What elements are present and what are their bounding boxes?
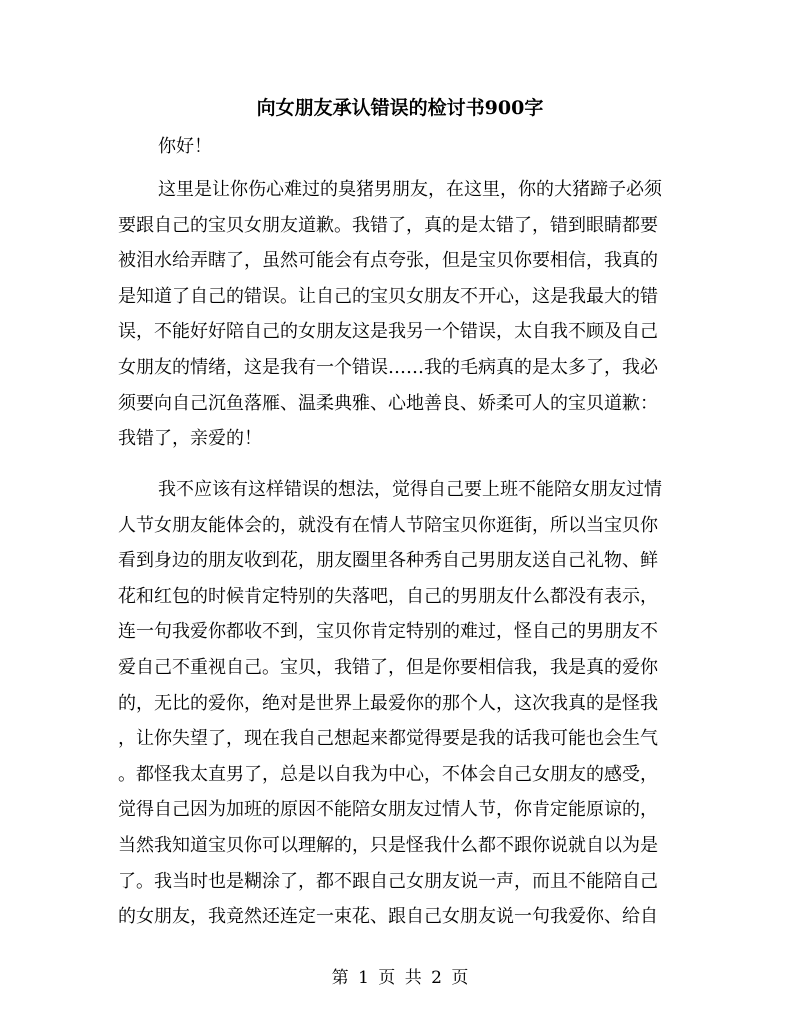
paragraph-line: 我不应该有这样错误的想法，觉得自己要上班不能陪女朋友过情 — [158, 479, 662, 500]
salutation: 你好！ — [158, 136, 212, 157]
page-label-mid: 页 — [378, 968, 396, 988]
paragraph-line: 要跟自己的宝贝女朋友道歉。我错了，真的是太错了，错到眼睛都要 — [118, 214, 658, 236]
document-title: 向女朋友承认错误的检讨书900字 — [256, 97, 544, 119]
paragraph-line: 这里是让你伤心难过的臭猪男朋友，在这里，你的大猪蹄子必须 — [158, 179, 662, 200]
page-label-suffix: 页 — [451, 968, 469, 988]
current-page-number: 1 — [358, 968, 369, 988]
paragraph-line: 看到身边的朋友收到花，朋友圈里各种秀自己男朋友送自己礼物、鲜 — [118, 550, 658, 572]
page-footer — [0, 966, 800, 990]
paragraph-1 — [118, 172, 678, 457]
paragraph-line: 连一句我爱你都收不到，宝贝你肯定特别的难过，怪自己的男朋友不 — [118, 621, 658, 643]
paragraph-line: 人节女朋友能体会的，就没有在情人节陪宝贝你逛街，所以当宝贝你 — [118, 514, 658, 536]
paragraph-line: 花和红包的时候肯定特别的失落吧，自己的男朋友什么都没有表示， — [118, 585, 658, 607]
paragraph-line: 须要向自己沉鱼落雁、温柔典雅、心地善良、娇柔可人的宝贝道歉： — [118, 392, 658, 414]
page-label-prefix: 第 — [331, 968, 349, 988]
paragraph-line: 。都怪我太直男了，总是以自我为中心，不体会自己女朋友的感受， — [118, 763, 658, 785]
page-label-total-prefix: 共 — [404, 968, 422, 988]
paragraph-line: 我错了，亲爱的！ — [118, 428, 262, 450]
paragraph-line: 被泪水给弄瞎了，虽然可能会有点夸张，但是宝贝你要相信，我真的 — [118, 250, 658, 272]
paragraph-line: ，让你失望了，现在我自己想起来都觉得要是我的话我可能也会生气 — [118, 728, 658, 750]
paragraph-line: 的女朋友，我竟然还连定一束花、跟自己女朋友说一句我爱你、给自 — [118, 906, 658, 928]
paragraph-line: 误，不能好好陪自己的女朋友这是我另一个错误，太自我不顾及自己 — [118, 321, 658, 343]
paragraph-line: 女朋友的情绪，这是我有一个错误……我的毛病真的是太多了，我必 — [118, 356, 658, 378]
total-pages-number: 2 — [431, 968, 442, 988]
paragraph-line: 的，无比的爱你，绝对是世界上最爱你的那个人，这次我真的是怪我 — [118, 692, 658, 714]
paragraph-line: 了。我当时也是糊涂了，都不跟自己女朋友说一声，而且不能陪自己 — [118, 870, 658, 892]
paragraph-line: 爱自己不重视自己。宝贝，我错了，但是你要相信我，我是真的爱你 — [118, 656, 658, 678]
paragraph-line: 觉得自己因为加班的原因不能陪女朋友过情人节，你肯定能原谅的， — [118, 799, 658, 821]
paragraph-2 — [118, 472, 678, 935]
paragraph-line: 是知道了自己的错误。让自己的宝贝女朋友不开心，这是我最大的错 — [118, 285, 658, 307]
paragraph-line: 当然我知道宝贝你可以理解的，只是怪我什么都不跟你说就自以为是 — [118, 834, 658, 856]
